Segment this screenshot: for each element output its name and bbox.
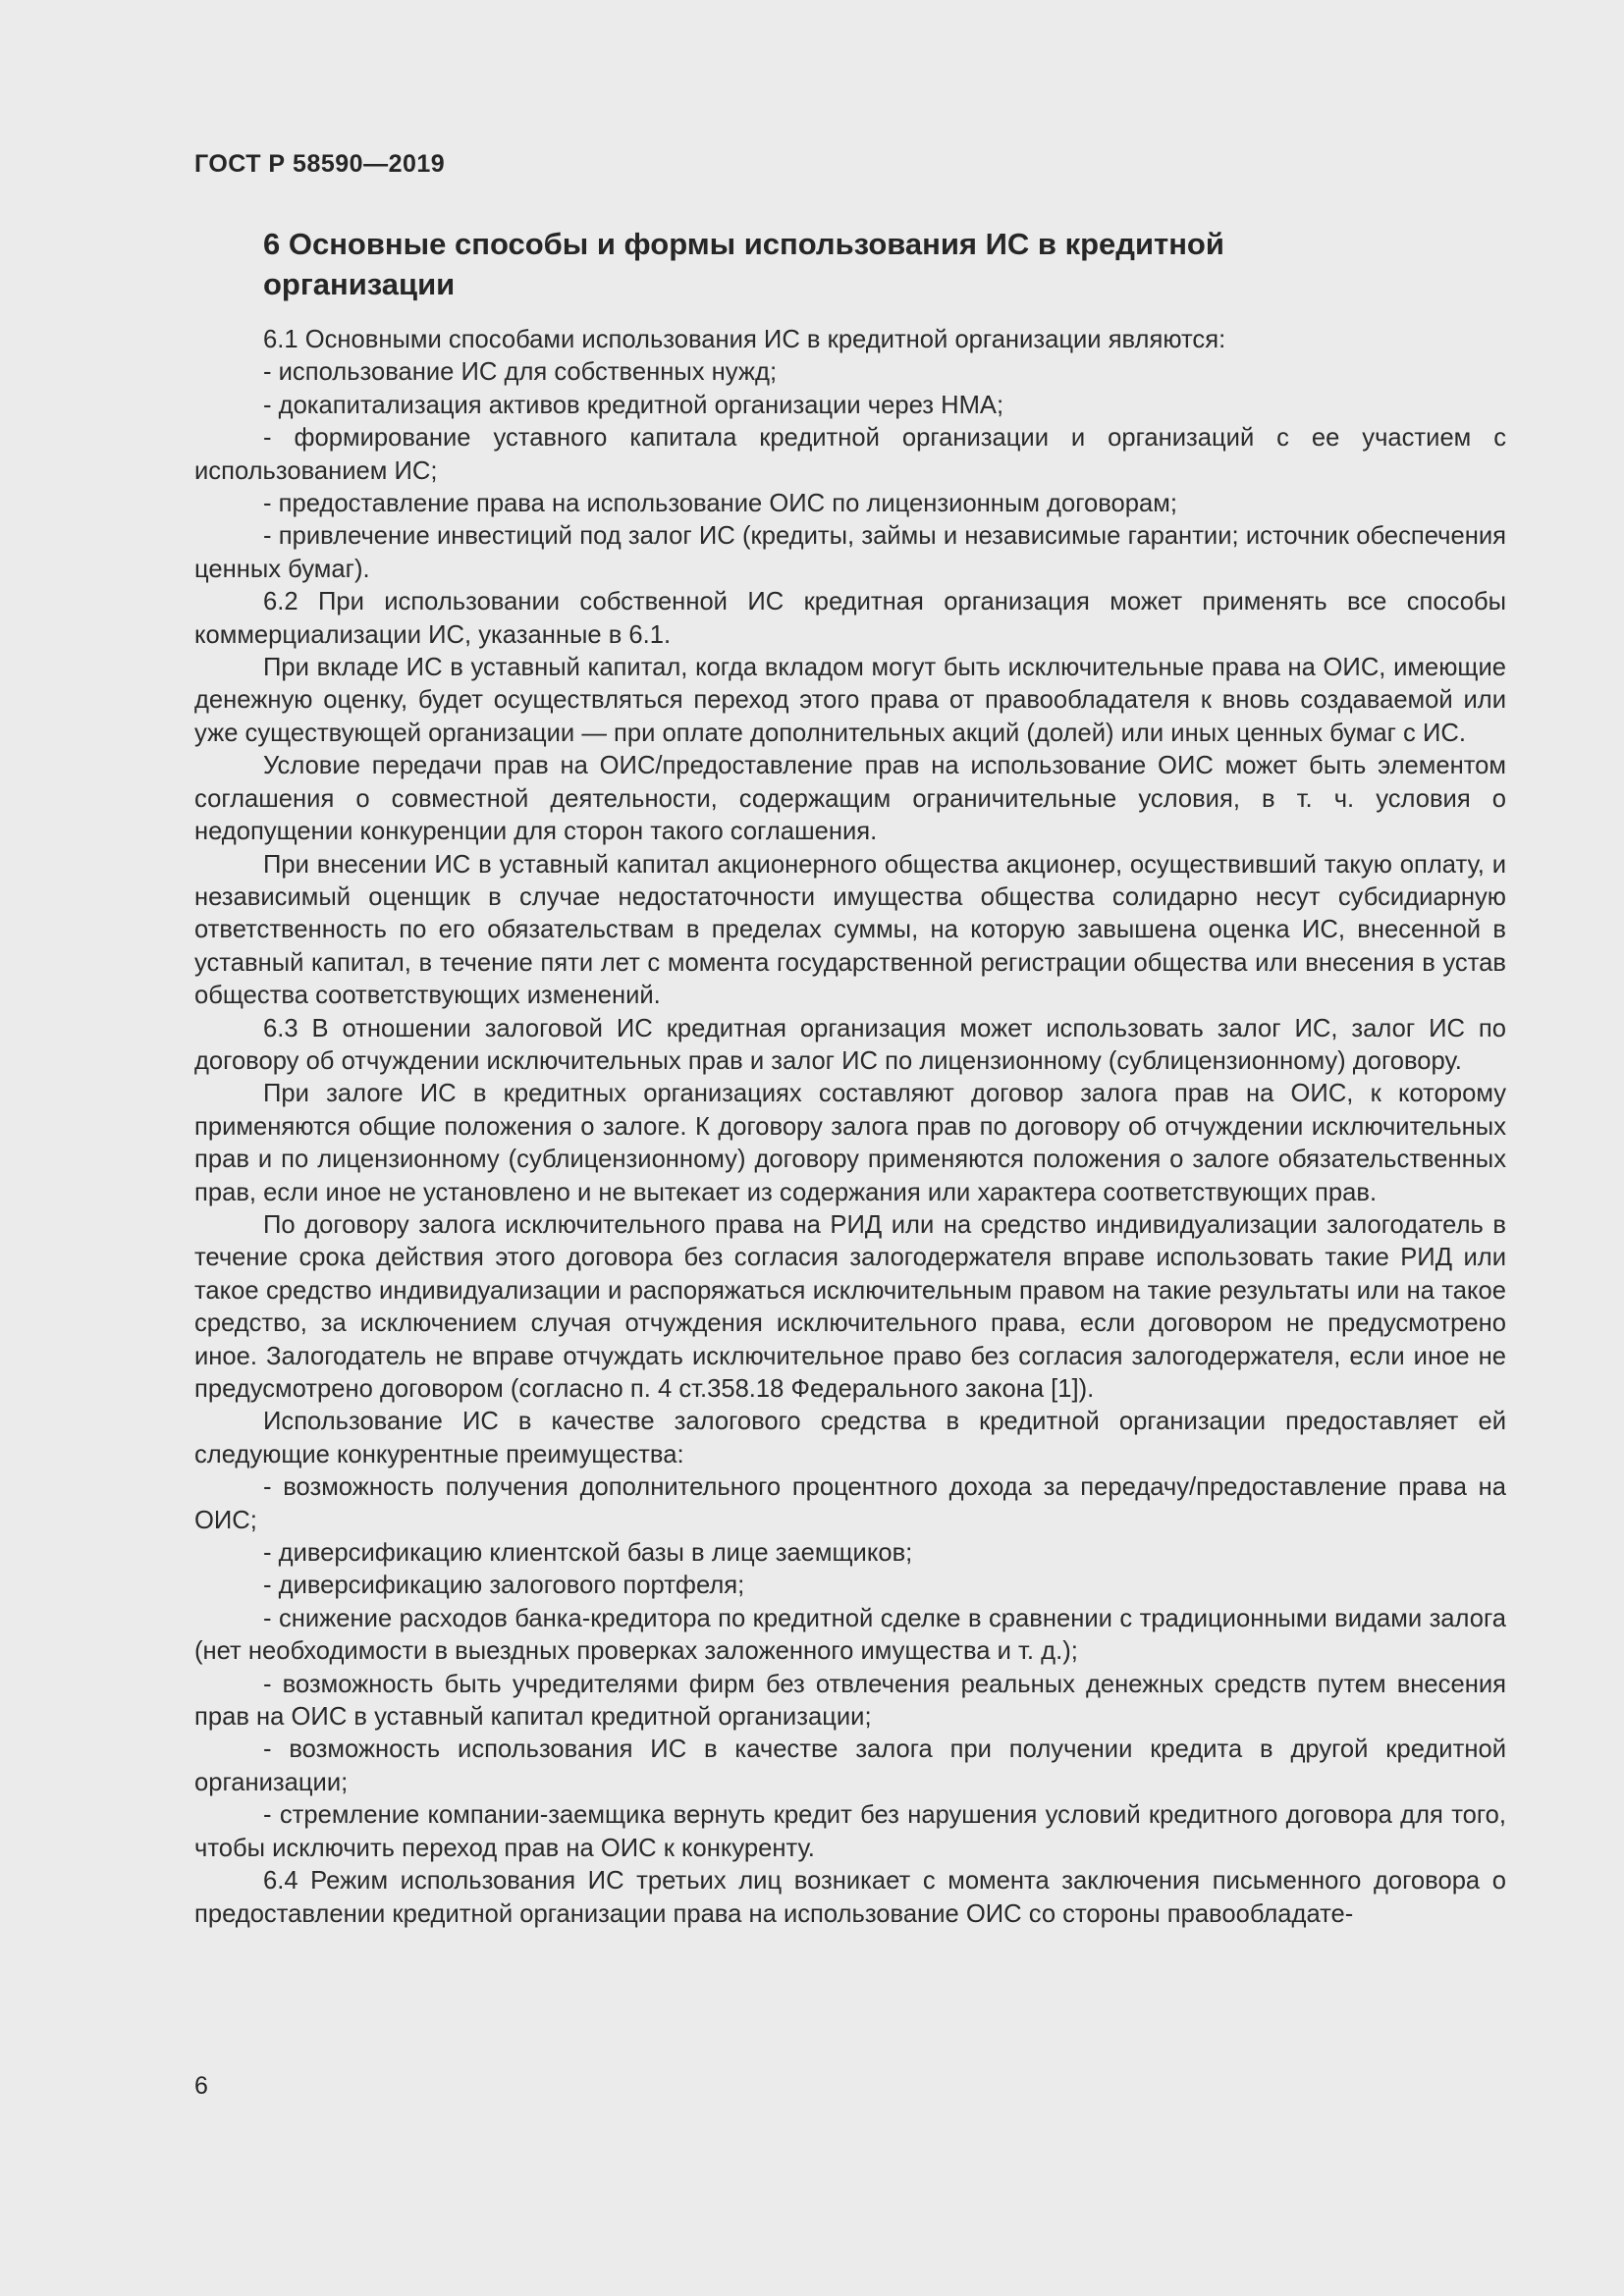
page-number: 6 xyxy=(194,2072,208,2100)
list-item: - докапитализация активов кредитной организации через НМА; xyxy=(263,391,1004,419)
paragraph: 6.4 Режим использования ИС третьих лиц возникает с момента заключения письменного договора о предоставлении кредитной организации права на использование ОИС со стороны правообладате- xyxy=(194,1867,1506,1928)
body-text xyxy=(194,324,1506,1931)
section-title: 6 Основные способы и формы использования ИС в кредитной организации xyxy=(263,227,1224,301)
paragraph: При вкладе ИС в уставный капитал, когда вкладом могут быть исключительные права на ОИС, имеющие денежную оценку, будет осуществляться переход этого права от правообладателя к вновь создаваемой или уже существующей организации — при оплате дополнительных акций (долей) или иных ценных бумаг с ИС. xyxy=(194,654,1506,747)
list-item: - диверсификацию клиентской базы в лице заемщиков; xyxy=(263,1539,913,1568)
document-header: ГОСТ Р 58590—2019 xyxy=(194,150,446,178)
list-item: - возможность быть учредителями фирм без отвлечения реальных денежных средств путем внесения прав на ОИС в уставный капитал кредитной организации; xyxy=(194,1670,1506,1732)
list-item: - предоставление права на использование ОИС по лицензионным договорам; xyxy=(263,490,1177,518)
list-item: - возможность получения дополнительного процентного дохода за передачу/предоставление права на ОИС; xyxy=(194,1473,1506,1534)
paragraph: При залоге ИС в кредитных организациях составляют договор залога прав на ОИС, к которому применяются общие положения о залоге. К договору залога прав по договору об отчуждении исключительных прав и по лицензионному (сублицензионному) договору применяются положения о залоге обязательственных прав, если иное не установлено и не вытекает из содержания или характера соответствующих прав. xyxy=(194,1080,1506,1206)
list-item: - привлечение инвестиций под залог ИС (кредиты, займы и независимые гарантии; источник обеспечения ценных бумаг). xyxy=(194,522,1506,583)
paragraph: 6.1 Основными способами использования ИС в кредитной организации являются: xyxy=(263,326,1226,353)
list-item: - возможность использования ИС в качестве залога при получении кредита в другой кредитной организации; xyxy=(194,1735,1506,1796)
paragraph: При внесении ИС в уставный капитал акционерного общества акционер, осуществивший такую оплату, и независимый оценщик в случае недостаточности имущества общества солидарно несут субсидиарную ответственность по его обязательствам в пределах суммы, на которую завышена оценка ИС, внесенной в уставный капитал, в течение пяти лет с момента государственной регистрации общества или внесения в устав общества соответствующих изменений. xyxy=(194,850,1506,1010)
list-item: - снижение расходов банка-кредитора по кредитной сделке в сравнении с традиционными видами залога (нет необходимости в выездных проверках заложенного имущества и т. д.); xyxy=(194,1604,1506,1666)
list-item: - использование ИС для собственных нужд; xyxy=(263,358,778,387)
list-item: - формирование уставного капитала кредитной организации и организаций с ее участием с использованием ИС; xyxy=(194,424,1506,485)
list-item: - диверсификацию залогового портфеля; xyxy=(263,1572,745,1600)
paragraph: Использование ИС в качестве залогового средства в кредитной организации предоставляет ей следующие конкурентные преимущества: xyxy=(194,1408,1506,1468)
list-item: - стремление компании-заемщика вернуть кредит без нарушения условий кредитного договора для того, чтобы исключить переход прав на ОИС к конкуренту. xyxy=(194,1801,1506,1862)
paragraph: 6.2 При использовании собственной ИС кредитная организация может применять все способы коммерциализации ИС, указанные в 6.1. xyxy=(194,588,1506,649)
paragraph: По договору залога исключительного права на РИД или на средство индивидуализации залогодатель в течение срока действия этого договора без согласия залогодержателя вправе использовать такие РИД или такое средство индивидуализации и распоряжаться исключительным правом на такие результаты или на такое средство, за исключением случая отчуждения исключительного права, если договором не предусмотрено иное. Залогодатель не вправе отчуждать исключительное право без согласия залогодержателя, если иное не предусмотрено договором (согласно п. 4 ст.358.18 Федерального закона [1]). xyxy=(194,1210,1506,1403)
paragraph: Условие передачи прав на ОИС/предоставление прав на использование ОИС может быть элементом соглашения о совместной деятельности, содержащим ограничительные условия, в т. ч. условия о недопущении конкуренции для сторон такого соглашения. xyxy=(194,752,1506,846)
paragraph: 6.3 В отношении залоговой ИС кредитная организация может использовать залог ИС, залог ИС по договору об отчуждении исключительных прав и залог ИС по лицензионному (сублицензионному) договору. xyxy=(194,1014,1506,1075)
